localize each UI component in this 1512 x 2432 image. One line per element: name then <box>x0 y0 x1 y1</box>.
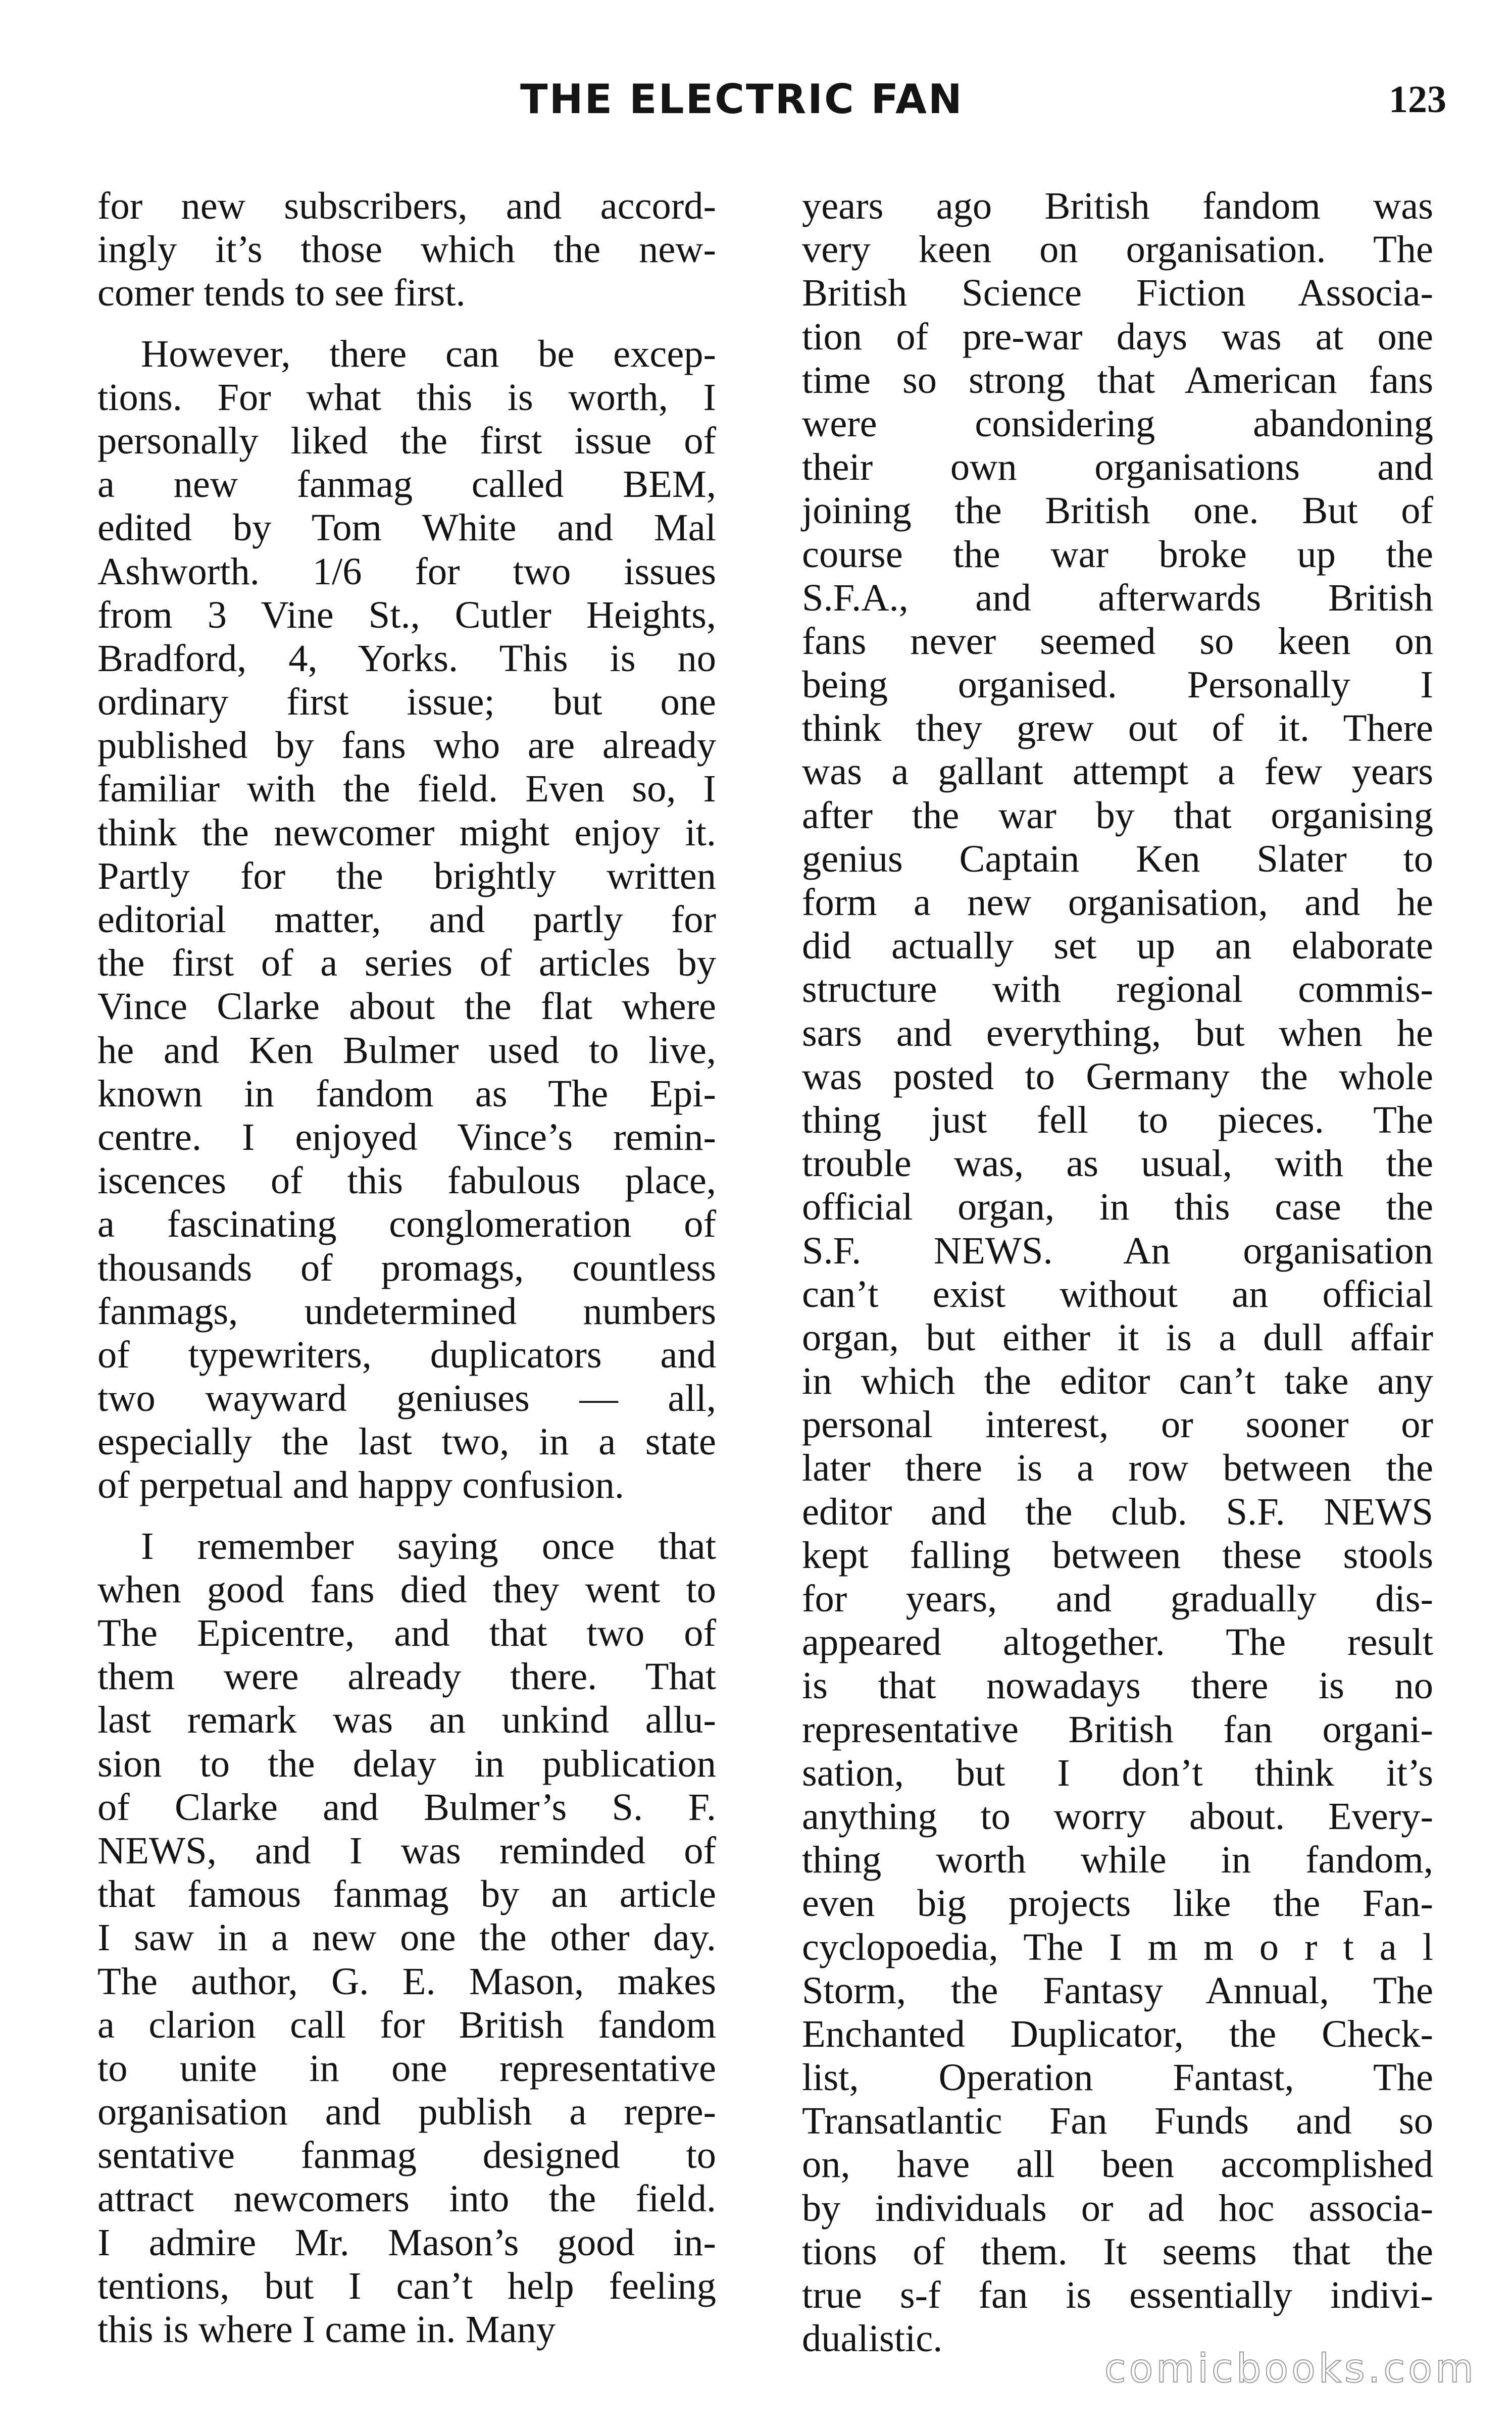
text-line: comer tends to see first. <box>97 271 466 315</box>
text-line: I remember saying once that <box>141 1524 716 1567</box>
paragraph <box>97 332 716 1507</box>
text-line: organ, but either it is a dull affair <box>802 1315 1433 1359</box>
text-line: I admire Mr. Mason’s good in- <box>97 2220 716 2264</box>
text-line: ordinary first issue; but one <box>97 680 716 724</box>
text-line: kept falling between these stools <box>802 1533 1433 1577</box>
text-line: sentative fanmag designed to <box>97 2134 716 2177</box>
text-line: later there is a row between the <box>802 1446 1433 1490</box>
text-line: Storm, the Fantasy Annual, The <box>802 1968 1433 2012</box>
text-line: list, Operation Fantast, The <box>802 2056 1433 2099</box>
text-line: of Clarke and Bulmer’s S. F. <box>97 1785 716 1829</box>
text-line: two wayward geniuses — all, <box>97 1377 716 1420</box>
text-line: Ashworth. 1/6 for two issues <box>97 549 716 593</box>
text-line: their own organisations and <box>802 445 1433 489</box>
text-line: anything to worry about. Every- <box>802 1794 1433 1838</box>
text-line: sation, but I don’t think it’s <box>802 1751 1433 1794</box>
text-line: that famous fanmag by an article <box>97 1872 716 1916</box>
text-line: organisation and publish a repre- <box>97 2090 716 2134</box>
page-number: 123 <box>1389 78 1446 121</box>
text-line: form a new organisation, and he <box>802 881 1433 924</box>
text-line: a fascinating conglomeration of <box>97 1202 716 1246</box>
text-line: official organ, in this case the <box>802 1185 1433 1229</box>
text-line: the first of a series of articles by <box>97 941 716 985</box>
text-line: tentions, but I can’t help feeling <box>97 2264 716 2307</box>
text-line: I saw in a new one the other day. <box>97 1916 716 1959</box>
text-line: last remark was an unkind allu- <box>97 1698 716 1742</box>
running-title: THE ELECTRIC FAN <box>520 76 964 123</box>
paragraph <box>97 1525 716 2352</box>
text-line: centre. I enjoyed Vince’s remin- <box>97 1115 716 1158</box>
text-line: thing worth while in fandom, <box>802 1838 1433 1882</box>
text-line: he and Ken Bulmer used to live, <box>97 1028 716 1072</box>
text-line: Transatlantic Fan Funds and so <box>802 2099 1433 2143</box>
text-line: think the newcomer might enjoy it. <box>97 810 716 854</box>
text-line: attract newcomers into the field. <box>97 2177 716 2220</box>
text-line: personal interest, or sooner or <box>802 1403 1433 1446</box>
text-line: sars and everything, but when he <box>802 1011 1433 1054</box>
text-line: representative British fan organi- <box>802 1707 1433 1751</box>
text-line: can’t exist without an official <box>802 1272 1433 1315</box>
text-line: thing just fell to pieces. The <box>802 1098 1433 1141</box>
text-line: Vince Clarke about the flat where <box>97 985 716 1028</box>
text-line: was a gallant attempt a few years <box>802 750 1433 793</box>
text-line: personally liked the first issue of <box>97 419 716 462</box>
running-header <box>0 76 1512 136</box>
text-line: did actually set up an elaborate <box>802 924 1433 968</box>
text-line: published by fans who are already <box>97 724 716 767</box>
text-line: dualistic. <box>802 2317 943 2360</box>
watermark: comicbooks.com <box>1104 2346 1477 2392</box>
text-line: by individuals or ad hoc associa- <box>802 2186 1433 2230</box>
text-line: fans never seemed so keen on <box>802 619 1433 663</box>
text-line: iscences of this fabulous place, <box>97 1159 716 1202</box>
text-line: of typewriters, duplicators and <box>97 1333 716 1376</box>
text-line: in which the editor can’t take any <box>802 1359 1433 1403</box>
text-line: sion to the delay in publication <box>97 1742 716 1785</box>
text-line: fanmags, undetermined numbers <box>97 1289 716 1333</box>
text-line: when good fans died they went to <box>97 1567 716 1611</box>
text-line: edited by Tom White and Mal <box>97 506 716 549</box>
text-line: Partly for the brightly written <box>97 854 716 897</box>
text-line: editor and the club. S.F. NEWS <box>802 1490 1433 1533</box>
text-line: very keen on organisation. The <box>802 228 1433 271</box>
text-line: Enchanted Duplicator, the Check- <box>802 2012 1433 2055</box>
text-line: true s-f fan is essentially indivi- <box>802 2273 1433 2316</box>
text-line: was posted to Germany the whole <box>802 1054 1433 1098</box>
paragraph-gap <box>97 1507 716 1525</box>
text-line: on, have all been accomplished <box>802 2143 1433 2186</box>
text-line: However, there can be excep- <box>141 332 716 375</box>
text-line: them were already there. That <box>97 1655 716 1698</box>
text-line: of perpetual and happy confusion. <box>97 1463 625 1507</box>
text-line: editorial matter, and partly for <box>97 898 716 941</box>
text-line: genius Captain Ken Slater to <box>802 837 1433 880</box>
text-line: especially the last two, in a state <box>97 1420 716 1463</box>
text-line: a new fanmag called BEM, <box>97 463 716 506</box>
text-line: S.F.A., and afterwards British <box>802 576 1433 619</box>
text-line: ingly it’s those which the new- <box>97 228 716 271</box>
text-line: trouble was, as usual, with the <box>802 1142 1433 1185</box>
text-line: is that nowadays there is no <box>802 1664 1433 1707</box>
text-line: structure with regional commis- <box>802 968 1433 1011</box>
text-line: S.F. NEWS. An organisation <box>802 1229 1433 1272</box>
text-line: British Science Fiction Associa- <box>802 271 1433 315</box>
text-line: this is where I came in. Many <box>97 2308 556 2351</box>
text-line: years ago British fandom was <box>802 184 1433 227</box>
text-line: The author, G. E. Mason, makes <box>97 1959 716 2003</box>
text-line: time so strong that American fans <box>802 358 1433 401</box>
text-line: for new subscribers, and accord- <box>97 184 716 227</box>
text-line: thousands of promags, countless <box>97 1246 716 1289</box>
text-line: being organised. Personally I <box>802 663 1433 706</box>
text-line: think they grew out of it. There <box>802 706 1433 750</box>
text-line: a clarion call for British fandom <box>97 2003 716 2046</box>
text-line: for years, and gradually dis- <box>802 1577 1433 1620</box>
text-line: even big projects like the Fan- <box>802 1882 1433 1925</box>
text-line: after the war by that organising <box>802 793 1433 837</box>
text-line: The Epicentre, and that two of <box>97 1611 716 1654</box>
text-line: were considering abandoning <box>802 401 1433 445</box>
text-line: tions of them. It seems that the <box>802 2230 1433 2273</box>
paragraph-gap <box>97 315 716 332</box>
text-line: cyclopoedia, The I m m o r t a l <box>802 1925 1433 1968</box>
text-line: Bradford, 4, Yorks. This is no <box>97 636 716 680</box>
text-line: joining the British one. But of <box>802 489 1433 532</box>
text-line: known in fandom as The Epi- <box>97 1072 716 1115</box>
text-line: tions. For what this is worth, I <box>97 375 716 419</box>
text-line: NEWS, and I was reminded of <box>97 1829 716 1872</box>
paragraph <box>802 184 1433 2360</box>
paragraph <box>97 184 716 315</box>
text-line: familiar with the field. Even so, I <box>97 767 716 810</box>
text-line: to unite in one representative <box>97 2046 716 2090</box>
left-column <box>97 184 716 2351</box>
right-column <box>802 184 1433 2360</box>
text-line: appeared altogether. The result <box>802 1620 1433 1664</box>
text-line: course the war broke up the <box>802 532 1433 576</box>
text-line: from 3 Vine St., Cutler Heights, <box>97 593 716 636</box>
text-line: tion of pre-war days was at one <box>802 315 1433 358</box>
